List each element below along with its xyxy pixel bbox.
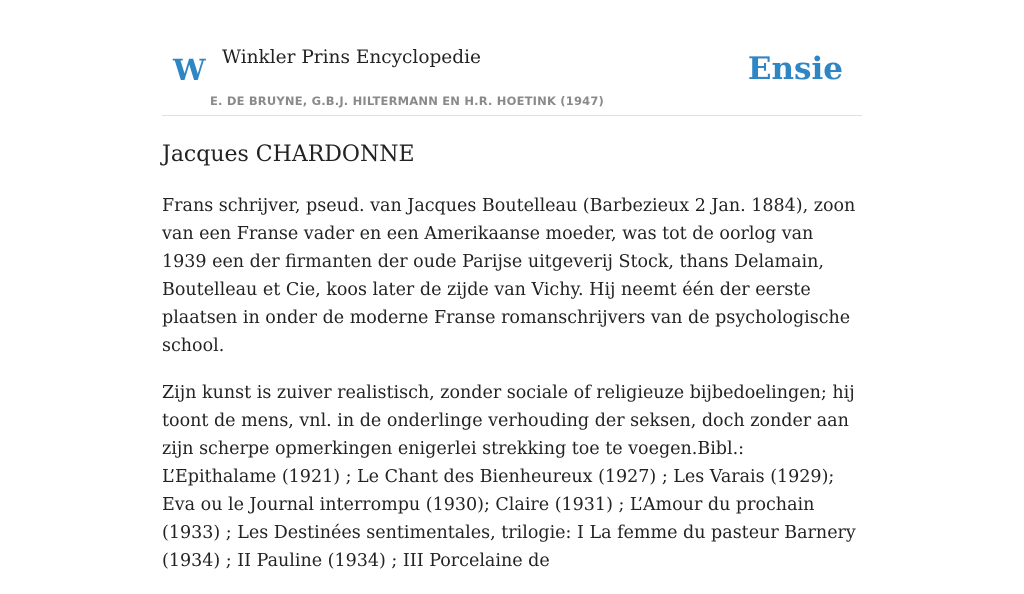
source-authors: E. DE BRUYNE, G.B.J. HILTERMANN EN H.R. HOETINK (1947) [210, 94, 605, 108]
winkler-prins-logo[interactable]: W [173, 53, 206, 87]
article-title: Jacques CHARDONNE [162, 142, 415, 167]
source-header [162, 40, 862, 116]
article [162, 138, 862, 594]
ensie-logo-link[interactable]: Ensie [747, 51, 843, 87]
article-paragraph: Frans schrijver, pseud. van Jacques Boutelleau (Barbezieux 2 Jan. 1884), zoon van een Franse vader en een Amerikaanse moeder, was tot de oorlog van 1939 een der firmanten der oude Parijse uitgeverij Stock, thans Delamain, Boutelleau et Cie, koos later de zijde van Vichy. Hij neemt één der eerste plaatsen in onder de moderne Franse romanschrijvers van de psychologische school. [162, 196, 856, 356]
article-paragraph: Zijn kunst is zuiver realistisch, zonder sociale of religieuze bijbedoelingen; hij toont de mens, vnl. in de onderlinge verhouding der seksen, doch zonder aan zijn scherpe opmerkingen enigerlei strekking toe te voegen.Bibl.: L’Epithalame (1921) ; Le Chant des Bienheureux (1927) ; Les Varais (1929); Eva ou le Journal interrompu (1930); Claire (1931) ; L’Amour du prochain (1933) ; Les Destinées sentimentales, trilogie: I La femme du pasteur Barnery (1934) ; II Pauline (1934) ; III Porcelaine de [162, 383, 856, 571]
source-title[interactable]: Winkler Prins Encyclopedie [222, 47, 481, 68]
